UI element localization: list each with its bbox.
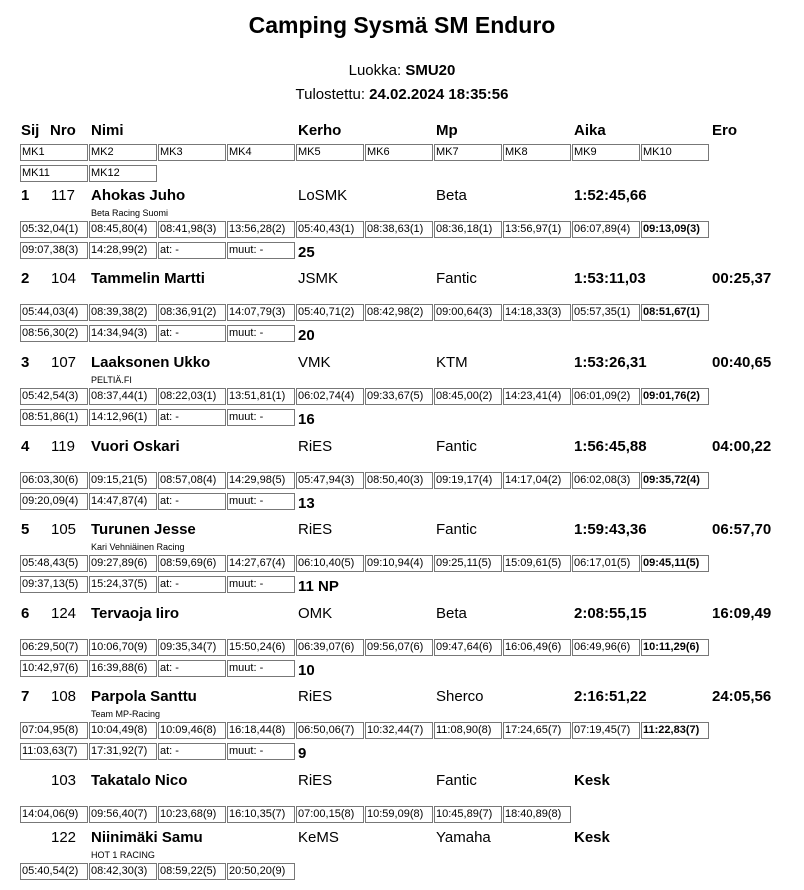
rider-time: Kesk [574,829,610,846]
stage-time-cell: 11:08,90(8) [434,722,502,739]
stage-time-cell: 09:20,09(4) [20,493,88,510]
stage-header-cell: MK7 [434,144,502,161]
printed-value: 24.02.2024 18:35:56 [369,86,509,103]
page-title: Camping Sysmä SM Enduro [248,12,556,38]
stage-time-cell: 06:07,89(4) [572,221,640,238]
stage-time-cell: 09:00,64(3) [434,304,502,321]
stage-header-cell: MK6 [365,144,433,161]
rider-points: 10 [298,662,315,679]
rider-time: 1:52:45,66 [574,187,647,204]
stage-time-cell: 14:18,33(3) [503,304,571,321]
rider-diff: 16:09,49 [712,605,772,622]
stage-time-cell: 05:47,94(3) [296,472,364,489]
rider-time: 1:53:26,31 [574,354,647,371]
stage-header-cell: MK12 [89,165,157,182]
stage-time-cell: 09:15,21(5) [89,472,157,489]
header-sij: Sij [21,122,40,139]
rider-diff: 06:57,70 [712,521,772,538]
stage-time-cell: 08:57,08(4) [158,472,226,489]
stage-time-cell: 09:25,11(5) [434,555,502,572]
rider-number: 103 [51,772,77,789]
stage-time-cell: 08:59,22(5) [158,863,226,880]
rider-points: 11 NP [298,578,339,595]
at-penalty-cell: at: - [158,409,226,426]
other-penalty-cell: muut: - [227,660,295,677]
rider-points: 13 [298,495,315,512]
other-penalty-cell: muut: - [227,409,295,426]
stage-time-cell: 09:10,94(4) [365,555,433,572]
stage-time-cell: 06:50,06(7) [296,722,364,739]
rider-team: Team MP-Racing [91,709,161,719]
rider-bike: Sherco [436,688,484,705]
stage-time-cell: 05:48,43(5) [20,555,88,572]
stage-time-cell: 09:33,67(5) [365,388,433,405]
at-penalty-cell: at: - [158,493,226,510]
rider-number: 122 [51,829,77,846]
stage-time-cell: 18:40,89(8) [503,806,571,823]
stage-header-cell: MK3 [158,144,226,161]
other-penalty-cell: muut: - [227,493,295,510]
rider-club: VMK [298,354,331,371]
stage-time-cell: 08:39,38(2) [89,304,157,321]
rider-club: RiES [298,688,333,705]
stage-header-cell: MK8 [503,144,571,161]
rider-diff: 00:40,65 [712,354,772,371]
stage-time-cell: 15:24,37(5) [89,576,157,593]
rider-number: 108 [51,688,77,705]
rider-bike: Beta [436,187,467,204]
rider-bike: Fantic [436,772,477,789]
stage-time-cell: 08:42,30(3) [89,863,157,880]
stage-time-cell: 09:19,17(4) [434,472,502,489]
rider-number: 107 [51,354,77,371]
stage-time-cell: 10:09,46(8) [158,722,226,739]
rider-bike: Fantic [436,521,477,538]
stage-time-cell: 07:19,45(7) [572,722,640,739]
stage-time-cell: 08:51,86(1) [20,409,88,426]
rider-club: OMK [298,605,333,622]
stage-time-cell: 16:10,35(7) [227,806,295,823]
rider-position: 2 [21,270,30,287]
stage-time-cell: 08:36,91(2) [158,304,226,321]
stage-time-cell: 09:56,07(6) [365,639,433,656]
stage-time-cell: 06:02,08(3) [572,472,640,489]
stage-time-cell: 10:23,68(9) [158,806,226,823]
header-nro: Nro [50,122,76,139]
rider-club: KeMS [298,829,339,846]
rider-name: Takatalo Nico [91,772,188,789]
rider-team: Kari Vehniäinen Racing [91,542,185,552]
other-penalty-cell: muut: - [227,743,295,760]
at-penalty-cell: at: - [158,576,226,593]
stage-time-cell: 14:34,94(3) [89,325,157,342]
rider-name: Niinimäki Samu [91,829,203,846]
stage-time-cell: 11:03,63(7) [20,743,88,760]
stage-time-cell: 08:41,98(3) [158,221,226,238]
stage-time-cell: 08:50,40(3) [365,472,433,489]
stage-header-cell: MK11 [20,165,88,182]
stage-time-cell: 06:49,96(6) [572,639,640,656]
stage-time-cell: 09:07,38(3) [20,242,88,259]
class-label: Luokka: [348,62,402,79]
at-penalty-cell: at: - [158,743,226,760]
stage-time-cell: 05:57,35(1) [572,304,640,321]
rider-name: Parpola Santtu [91,688,197,705]
rider-number: 117 [51,187,75,204]
rider-number: 104 [51,270,77,287]
stage-time-cell: 13:51,81(1) [227,388,295,405]
rider-name: Vuori Oskari [91,438,180,455]
rider-name: Turunen Jesse [91,521,196,538]
rider-name: Tammelin Martti [91,270,205,287]
stage-time-cell: 16:18,44(8) [227,722,295,739]
stage-time-cell: 14:04,06(9) [20,806,88,823]
rider-name: Laaksonen Ukko [91,354,211,371]
stage-time-cell: 10:45,89(7) [434,806,502,823]
stage-time-cell: 13:56,97(1) [503,221,571,238]
stage-time-cell: 06:03,30(6) [20,472,88,489]
rider-number: 119 [51,438,75,455]
stage-time-cell: 05:42,54(3) [20,388,88,405]
stage-time-cell: 09:45,11(5) [641,555,709,572]
stage-time-cell: 09:47,64(6) [434,639,502,656]
header-nimi: Nimi [91,122,124,139]
rider-bike: Yamaha [436,829,491,846]
stage-time-cell: 08:56,30(2) [20,325,88,342]
stage-time-cell: 07:04,95(8) [20,722,88,739]
rider-team: Beta Racing Suomi [91,208,169,218]
header-ero: Ero [712,122,738,139]
stage-time-cell: 08:37,44(1) [89,388,157,405]
stage-time-cell: 14:12,96(1) [89,409,157,426]
stage-time-cell: 06:10,40(5) [296,555,364,572]
stage-time-cell: 17:31,92(7) [89,743,157,760]
class-value: SMU20 [405,62,456,79]
stage-header-cell: MK10 [641,144,709,161]
stage-time-cell: 06:01,09(2) [572,388,640,405]
stage-time-cell: 09:37,13(5) [20,576,88,593]
rider-points: 9 [298,745,307,762]
stage-time-cell: 20:50,20(9) [227,863,295,880]
stage-header-cell: MK4 [227,144,295,161]
stage-time-cell: 10:59,09(8) [365,806,433,823]
stage-time-cell: 14:17,04(2) [503,472,571,489]
rider-time: 1:56:45,88 [574,438,647,455]
rider-diff: 24:05,56 [712,688,772,705]
stage-time-cell: 06:39,07(6) [296,639,364,656]
rider-number: 105 [51,521,77,538]
rider-points: 25 [298,244,315,261]
stage-time-cell: 14:23,41(4) [503,388,571,405]
header-kerho: Kerho [298,122,342,139]
rider-team: PELTIÄ.FI [91,375,132,385]
at-penalty-cell: at: - [158,325,226,342]
stage-time-cell: 08:22,03(1) [158,388,226,405]
stage-time-cell: 10:04,49(8) [89,722,157,739]
stage-time-cell: 14:27,67(4) [227,555,295,572]
rider-position: 7 [21,688,30,705]
stage-time-cell: 05:44,03(4) [20,304,88,321]
header-aika: Aika [574,122,606,139]
stage-time-cell: 10:11,29(6) [641,639,709,656]
rider-club: RiES [298,772,333,789]
rider-position: 4 [21,438,30,455]
rider-bike: Beta [436,605,467,622]
stage-time-cell: 10:06,70(9) [89,639,157,656]
rider-time: 1:53:11,03 [574,270,646,287]
rider-position: 6 [21,605,30,622]
at-penalty-cell: at: - [158,660,226,677]
stage-time-cell: 09:35,72(4) [641,472,709,489]
stage-time-cell: 14:47,87(4) [89,493,157,510]
stage-time-cell: 16:06,49(6) [503,639,571,656]
rider-time: Kesk [574,772,610,789]
rider-points: 20 [298,327,315,344]
rider-diff: 00:25,37 [712,270,772,287]
stage-time-cell: 06:02,74(4) [296,388,364,405]
stage-time-cell: 14:07,79(3) [227,304,295,321]
stage-time-cell: 06:29,50(7) [20,639,88,656]
rider-team: HOT 1 RACING [91,850,155,860]
stage-time-cell: 09:35,34(7) [158,639,226,656]
stage-time-cell: 10:32,44(7) [365,722,433,739]
rider-club: RiES [298,521,333,538]
printed-line [0,86,804,103]
stage-time-cell: 07:00,15(8) [296,806,364,823]
header-mp: Mp [436,122,458,139]
stage-time-cell: 08:51,67(1) [641,304,709,321]
rider-time: 1:59:43,36 [574,521,647,538]
rider-bike: Fantic [436,438,477,455]
stage-header-cell: MK1 [20,144,88,161]
stage-time-cell: 09:56,40(7) [89,806,157,823]
stage-time-cell: 09:01,76(2) [641,388,709,405]
rider-position: 3 [21,354,30,371]
stage-time-cell: 15:50,24(6) [227,639,295,656]
stage-time-cell: 08:42,98(2) [365,304,433,321]
stage-time-cell: 06:17,01(5) [572,555,640,572]
stage-header-cell: MK5 [296,144,364,161]
rider-bike: Fantic [436,270,477,287]
stage-time-cell: 13:56,28(2) [227,221,295,238]
rider-number: 124 [51,605,77,622]
at-penalty-cell: at: - [158,242,226,259]
stage-time-cell: 05:40,71(2) [296,304,364,321]
rider-club: RiES [298,438,333,455]
stage-time-cell: 08:45,00(2) [434,388,502,405]
stage-time-cell: 14:29,98(5) [227,472,295,489]
other-penalty-cell: muut: - [227,325,295,342]
stage-time-cell: 08:59,69(6) [158,555,226,572]
stage-time-cell: 11:22,83(7) [641,722,709,739]
stage-time-cell: 09:27,89(6) [89,555,157,572]
printed-label: Tulostettu: [295,86,365,103]
class-line [0,62,804,79]
rider-club: LoSMK [298,187,348,204]
stage-header-cell: MK9 [572,144,640,161]
stage-time-cell: 14:28,99(2) [89,242,157,259]
stage-time-cell: 05:40,43(1) [296,221,364,238]
stage-time-cell: 05:40,54(2) [20,863,88,880]
stage-time-cell: 15:09,61(5) [503,555,571,572]
stage-time-cell: 05:32,04(1) [20,221,88,238]
rider-points: 16 [298,411,315,428]
stage-time-cell: 17:24,65(7) [503,722,571,739]
other-penalty-cell: muut: - [227,242,295,259]
rider-name: Tervaoja Iiro [91,605,180,622]
stage-time-cell: 10:42,97(6) [20,660,88,677]
stage-time-cell: 08:45,80(4) [89,221,157,238]
rider-bike: KTM [436,354,468,371]
rider-time: 2:16:51,22 [574,688,647,705]
rider-time: 2:08:55,15 [574,605,647,622]
rider-name: Ahokas Juho [91,187,186,204]
rider-position: 1 [21,187,30,204]
stage-time-cell: 16:39,88(6) [89,660,157,677]
other-penalty-cell: muut: - [227,576,295,593]
rider-club: JSMK [298,270,339,287]
rider-position: 5 [21,521,30,538]
stage-time-cell: 08:36,18(1) [434,221,502,238]
stage-header-cell: MK2 [89,144,157,161]
rider-diff: 04:00,22 [712,438,772,455]
stage-time-cell: 08:38,63(1) [365,221,433,238]
stage-time-cell: 09:13,09(3) [641,221,709,238]
